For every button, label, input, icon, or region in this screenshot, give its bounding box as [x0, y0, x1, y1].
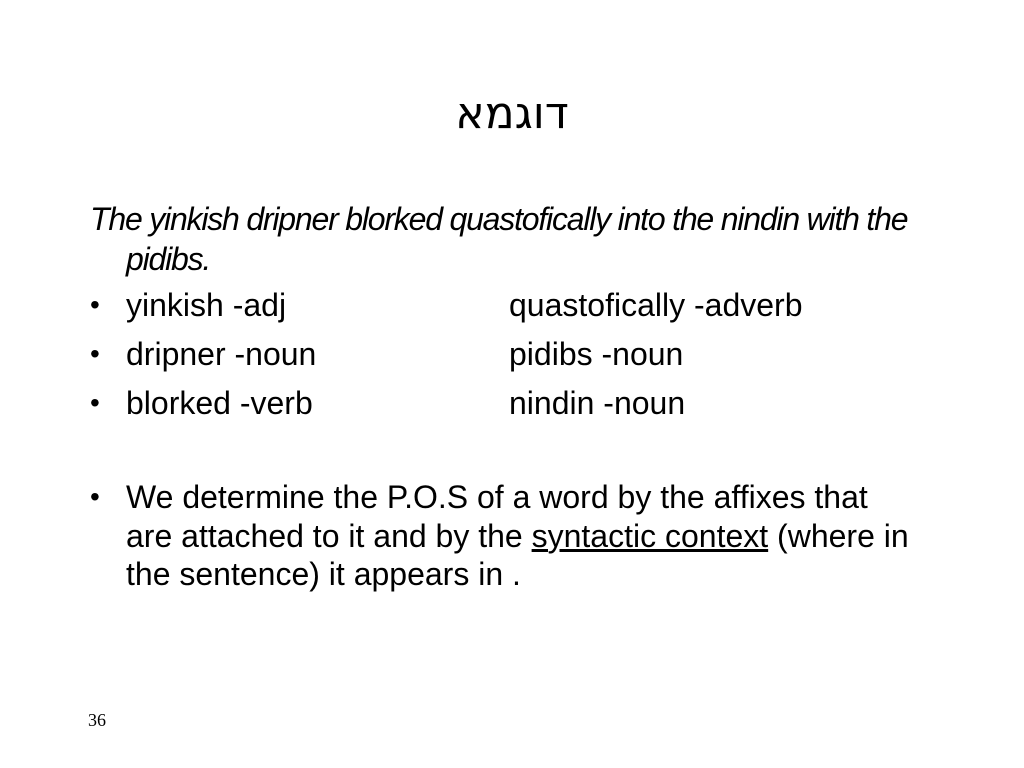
pos-item-right: nindin -noun — [509, 385, 686, 421]
pos-item-right: pidibs -noun — [509, 336, 684, 372]
pos-row-1 — [90, 285, 950, 325]
explanation-text-before: We determine the P.O.S of a word by the affixes that are attached to it and by the — [126, 479, 868, 554]
bullet-icon: • — [90, 481, 100, 512]
example-sentence: The yinkish dripner blorked quastofically into the nindin with the pidibs. — [90, 201, 908, 277]
slide-title: דוגמא — [455, 88, 569, 139]
pos-item-left: dripner -noun — [126, 336, 317, 372]
pos-item-left: blorked -verb — [126, 385, 313, 421]
pos-item-left: yinkish -adj — [126, 287, 287, 323]
bullet-icon: • — [90, 338, 100, 369]
pos-item-right: quastofically -adverb — [509, 287, 803, 323]
pos-row-3 — [90, 383, 950, 423]
bullet-icon: • — [90, 289, 100, 320]
pos-row-2 — [90, 334, 950, 374]
explanation-text — [126, 478, 910, 594]
page-number: 36 — [88, 710, 106, 730]
explanation-text-after: (where in the sentence) it appears in . — [126, 517, 909, 592]
explanation-bullet — [90, 478, 910, 594]
bullet-icon: • — [90, 387, 100, 418]
syntactic-context-term: syntactic context — [531, 517, 769, 554]
